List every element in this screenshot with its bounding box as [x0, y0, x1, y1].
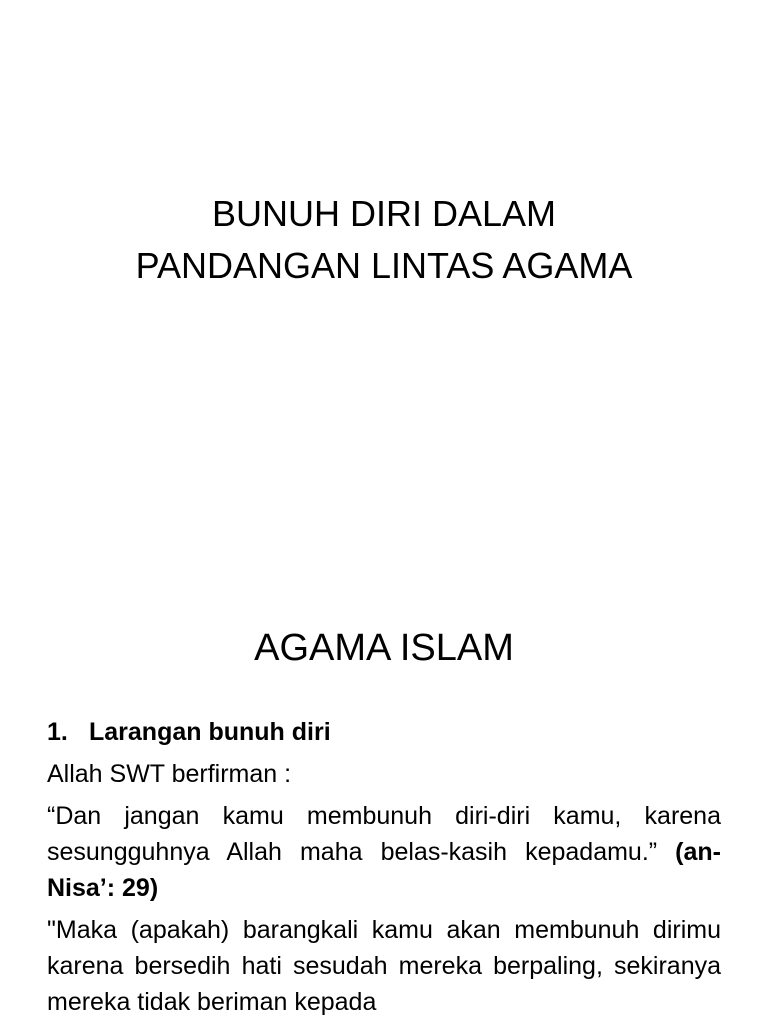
quote-1-text: “Dan jangan kamu membunuh diri-diri kamu, karena sesungguhnya Allah maha belas-kasih kepadamu.” — [47, 802, 721, 866]
heading-text: Larangan bunuh diri — [89, 718, 331, 746]
intro-text: Allah SWT berfirman : — [47, 760, 292, 788]
quote-1-reference: (an-Nisa’: 29) — [47, 838, 721, 902]
title-line-2: PANDANGAN LINTAS AGAMA — [135, 245, 633, 286]
slide-title-heading — [0, 188, 768, 292]
section-title: AGAMA ISLAM — [254, 627, 514, 669]
numbered-heading — [47, 714, 721, 750]
slide-agama-islam — [0, 576, 768, 1024]
heading-number: 1. — [47, 718, 68, 746]
quote-paragraph-2: "Maka (apakah) barangkali kamu akan membunuh dirimu karena bersedih hati sesudah mereka berpaling, sekiranya mereka tidak beriman kepada — [47, 916, 721, 1016]
quote-paragraph-1 — [47, 798, 721, 906]
title-line-1: BUNUH DIRI DALAM — [211, 193, 557, 234]
slide-body — [47, 714, 721, 1024]
